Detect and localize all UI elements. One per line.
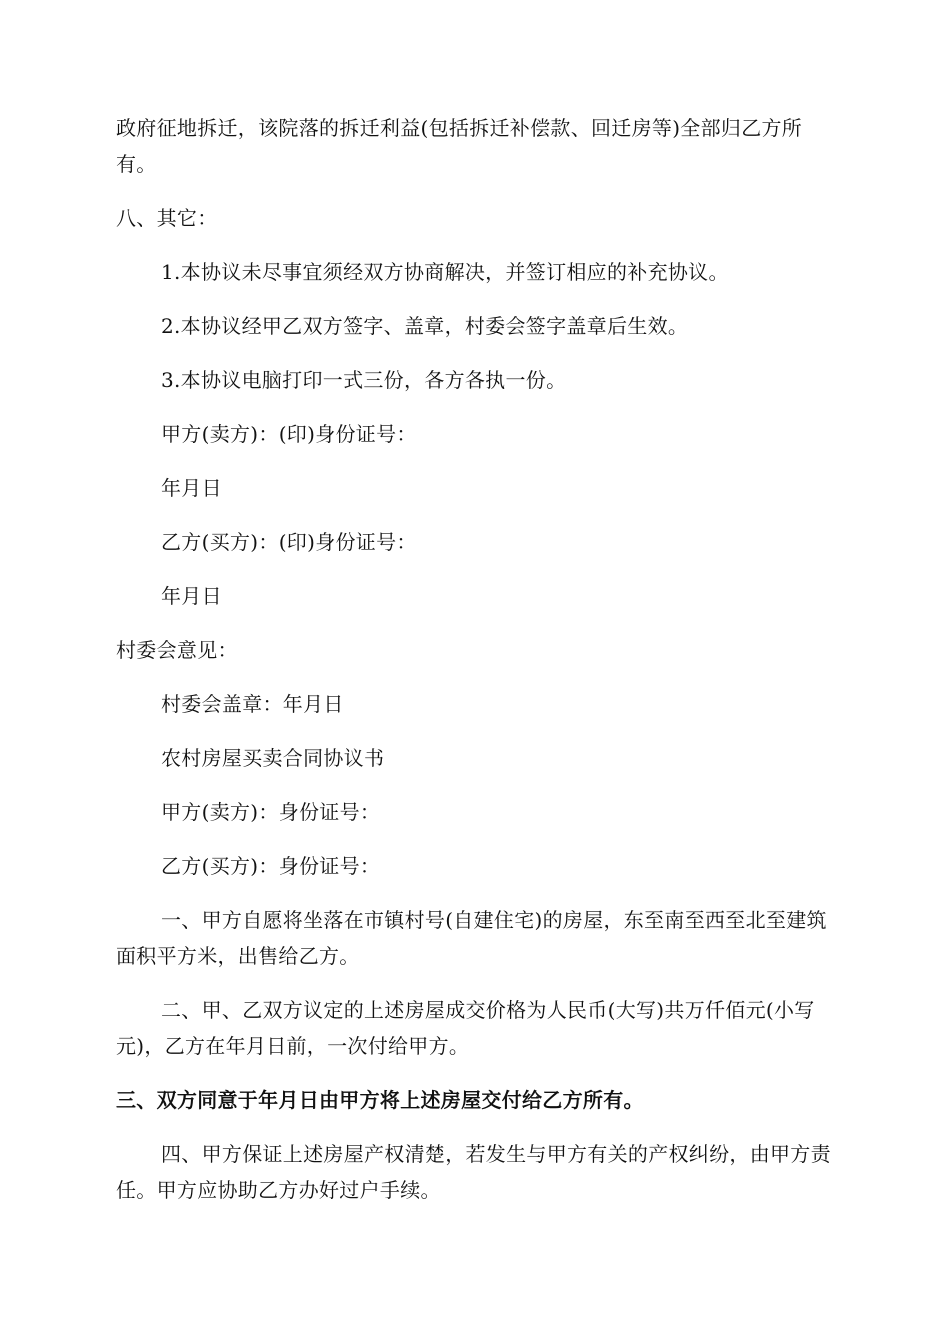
party-a-date: 年月日: [161, 476, 222, 500]
village-committee-opinion: 村委会意见：: [116, 638, 238, 662]
village-committee-seal: 村委会盖章：年月日: [161, 692, 344, 716]
party-b-buyer-signature: 乙方(买方)：(印)身份证号：: [161, 530, 417, 554]
article-2: 二、甲、乙双方议定的上述房屋成交价格为人民币(大写)共万仟佰元(小写元)，乙方在年月日前，一次付给甲方。: [116, 998, 815, 1058]
paragraph-demolition-benefits: 政府征地拆迁，该院落的拆迁利益(包括拆迁补偿款、回迁房等)全部归乙方所有。: [116, 116, 803, 176]
section-heading-other: 八、其它：: [116, 206, 218, 230]
clause-1: 1.本协议未尽事宜须经双方协商解决，并签订相应的补充协议。: [161, 260, 729, 284]
clause-3: 3.本协议电脑打印一式三份，各方各执一份。: [161, 368, 567, 392]
article-4: 四、甲方保证上述房屋产权清楚，若发生与甲方有关的产权纠纷，由甲方责任。甲方应协助乙方办好过户手续。: [116, 1142, 831, 1202]
party-b-date: 年月日: [161, 584, 222, 608]
party-a-seller-signature: 甲方(卖方)：(印)身份证号：: [161, 422, 417, 446]
party-b-buyer-id: 乙方(买方)：身份证号：: [161, 854, 381, 878]
article-3: 三、双方同意于年月日由甲方将上述房屋交付给乙方所有。: [116, 1088, 644, 1112]
article-1: 一、甲方自愿将坐落在市镇村号(自建住宅)的房屋，东至南至西至北至建筑面积平方米，出售给乙方。: [116, 908, 827, 968]
party-a-seller-id: 甲方(卖方)：身份证号：: [161, 800, 381, 824]
contract-title: 农村房屋买卖合同协议书: [161, 746, 385, 770]
document-body: [116, 110, 836, 1208]
clause-2: 2.本协议经甲乙双方签字、盖章，村委会签字盖章后生效。: [161, 314, 689, 338]
